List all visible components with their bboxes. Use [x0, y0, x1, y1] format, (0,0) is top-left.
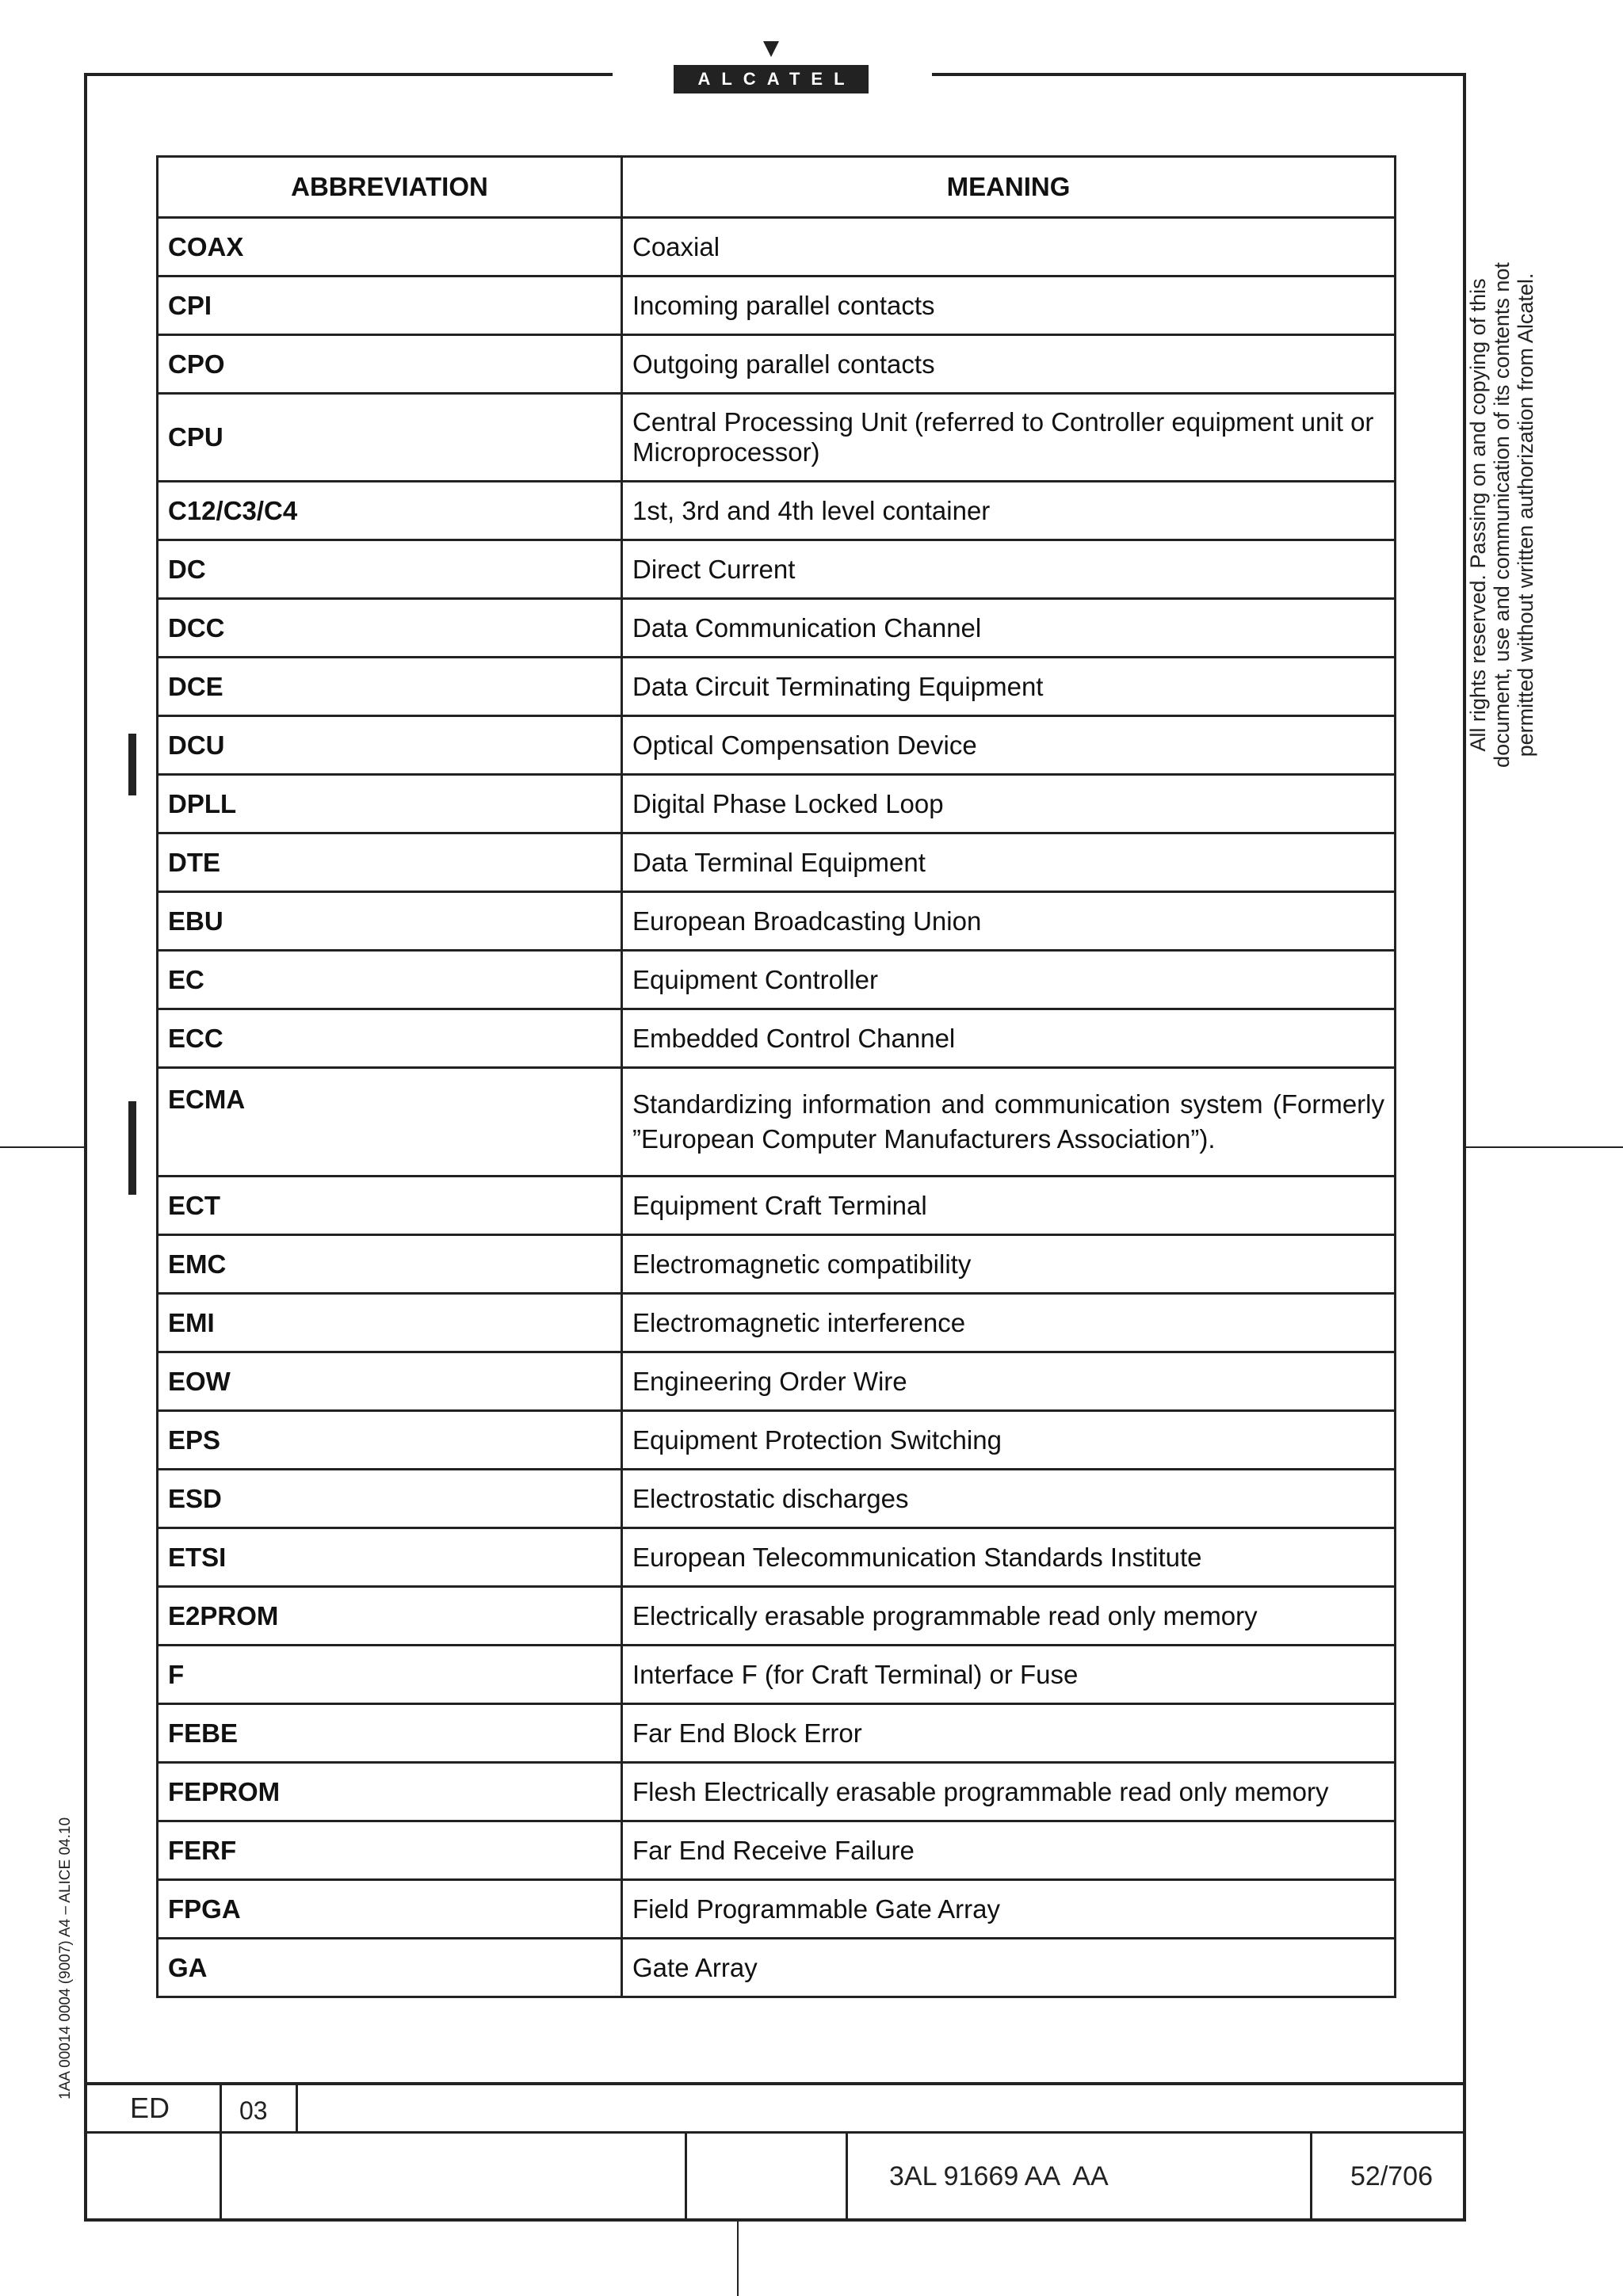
- abbr-cell: DCU: [158, 716, 622, 775]
- fold-mark-left: [0, 1146, 84, 1148]
- table-row: [158, 218, 1396, 277]
- meaning-cell: Electromagnetic interference: [622, 1294, 1396, 1352]
- change-bar-dcu: [128, 734, 136, 795]
- meaning-cell: Electrically erasable programmable read only memory: [622, 1587, 1396, 1646]
- abbr-cell: DCC: [158, 599, 622, 658]
- meaning-cell: 1st, 3rd and 4th level container: [622, 482, 1396, 540]
- meaning-cell: Digital Phase Locked Loop: [622, 775, 1396, 833]
- table-row: [158, 1470, 1396, 1528]
- legal-notice: All rights reserved. Passing on and copying of this document, use and communication of its contents not permitted without written authorization from Alcatel.: [1466, 262, 1537, 768]
- header-abbreviation: ABBREVIATION: [158, 157, 622, 218]
- abbr-cell: EPS: [158, 1411, 622, 1470]
- frame-top-left: [84, 73, 613, 76]
- table-row: [158, 335, 1396, 394]
- abbr-cell: FPGA: [158, 1880, 622, 1939]
- meaning-cell: Embedded Control Channel: [622, 1009, 1396, 1068]
- abbr-cell: ECC: [158, 1009, 622, 1068]
- table-row: [158, 1068, 1396, 1177]
- abbr-cell: CPI: [158, 277, 622, 335]
- footer-ed-label: ED: [130, 2092, 170, 2124]
- meaning-cell: European Telecommunication Standards Institute: [622, 1528, 1396, 1587]
- meaning-cell: Interface F (for Craft Terminal) or Fuse: [622, 1646, 1396, 1704]
- footer-mid-rule: [84, 2131, 1466, 2134]
- meaning-cell: Equipment Protection Switching: [622, 1411, 1396, 1470]
- table-header-row: [158, 157, 1396, 218]
- change-bar-ecma: [128, 1101, 136, 1195]
- table-row: [158, 1411, 1396, 1470]
- abbr-cell: EOW: [158, 1352, 622, 1411]
- meaning-cell: Equipment Craft Terminal: [622, 1177, 1396, 1235]
- meaning-cell: Far End Receive Failure: [622, 1821, 1396, 1880]
- table-row: [158, 1704, 1396, 1763]
- footer-top-rule: [84, 2082, 1466, 2085]
- frame-bottom: [84, 2218, 1466, 2222]
- table-row: [158, 892, 1396, 951]
- alcatel-logo: [674, 40, 869, 95]
- abbr-cell: EMI: [158, 1294, 622, 1352]
- meaning-cell: Data Circuit Terminating Equipment: [622, 658, 1396, 716]
- table-row: [158, 1177, 1396, 1235]
- abbr-cell: EC: [158, 951, 622, 1009]
- frame-top-right: [932, 73, 1466, 76]
- table-row: [158, 716, 1396, 775]
- meaning-cell: Standardizing information and communication system (Formerly ”European Computer Manufacturers Association”).: [622, 1068, 1396, 1177]
- footer-col-2: [685, 2133, 687, 2220]
- table-row: [158, 1235, 1396, 1294]
- footer-col-ed: [296, 2084, 298, 2133]
- meaning-cell: Equipment Controller: [622, 951, 1396, 1009]
- table-row: [158, 599, 1396, 658]
- meaning-cell: Gate Array: [622, 1939, 1396, 1997]
- abbr-cell: CPU: [158, 394, 622, 482]
- table-row: [158, 1646, 1396, 1704]
- header-meaning: MEANING: [622, 157, 1396, 218]
- abbr-cell: EMC: [158, 1235, 622, 1294]
- abbr-cell: ETSI: [158, 1528, 622, 1587]
- logo-text: ALCATEL: [697, 69, 856, 89]
- table-row: [158, 482, 1396, 540]
- footer-col-4: [1310, 2133, 1312, 2220]
- table-row: [158, 1880, 1396, 1939]
- table-row: [158, 1352, 1396, 1411]
- table-row: [158, 775, 1396, 833]
- meaning-cell: Far End Block Error: [622, 1704, 1396, 1763]
- meaning-cell: Central Processing Unit (referred to Controller equipment unit or Microprocessor): [622, 394, 1396, 482]
- abbr-cell: DC: [158, 540, 622, 599]
- abbr-cell: C12/C3/C4: [158, 482, 622, 540]
- table-row: [158, 1821, 1396, 1880]
- meaning-cell: Electromagnetic compatibility: [622, 1235, 1396, 1294]
- abbr-cell: DTE: [158, 833, 622, 892]
- fold-mark-bottom: [737, 2222, 739, 2296]
- abbr-cell: COAX: [158, 218, 622, 277]
- meaning-cell: Engineering Order Wire: [622, 1352, 1396, 1411]
- frame-left: [84, 73, 87, 2222]
- table-row: [158, 1009, 1396, 1068]
- abbr-cell: E2PROM: [158, 1587, 622, 1646]
- table-row: [158, 1763, 1396, 1821]
- abbr-cell: DCE: [158, 658, 622, 716]
- meaning-cell: Coaxial: [622, 218, 1396, 277]
- form-code: 1AA 00014 0004 (9007) A4 – ALICE 04.10: [57, 1817, 74, 2100]
- meaning-cell: Data Terminal Equipment: [622, 833, 1396, 892]
- logo-box: [674, 65, 869, 93]
- table-row: [158, 1939, 1396, 1997]
- table-row: [158, 1528, 1396, 1587]
- table-row: [158, 833, 1396, 892]
- fold-mark-right: [1466, 1146, 1623, 1148]
- abbr-cell: ECT: [158, 1177, 622, 1235]
- abbr-cell: ESD: [158, 1470, 622, 1528]
- meaning-cell: Incoming parallel contacts: [622, 277, 1396, 335]
- abbr-cell: FERF: [158, 1821, 622, 1880]
- meaning-cell: Flesh Electrically erasable programmable read only memory: [622, 1763, 1396, 1821]
- meaning-cell: Electrostatic discharges: [622, 1470, 1396, 1528]
- abbr-cell: CPO: [158, 335, 622, 394]
- table-row: [158, 951, 1396, 1009]
- logo-triangle-icon: [763, 41, 779, 57]
- table-row: [158, 277, 1396, 335]
- abbr-cell: DPLL: [158, 775, 622, 833]
- footer-page-number: 52/706: [1350, 2161, 1433, 2191]
- meaning-cell: Optical Compensation Device: [622, 716, 1396, 775]
- table-row: [158, 1294, 1396, 1352]
- table-row: [158, 394, 1396, 482]
- table-row: [158, 540, 1396, 599]
- meaning-cell: Direct Current: [622, 540, 1396, 599]
- abbr-cell: F: [158, 1646, 622, 1704]
- abbr-cell: FEBE: [158, 1704, 622, 1763]
- abbreviation-table: [156, 155, 1396, 1998]
- footer-col-1: [220, 2084, 222, 2220]
- table-row: [158, 658, 1396, 716]
- abbr-cell: FEPROM: [158, 1763, 622, 1821]
- table-row: [158, 1587, 1396, 1646]
- meaning-cell: Outgoing parallel contacts: [622, 335, 1396, 394]
- meaning-cell: European Broadcasting Union: [622, 892, 1396, 951]
- abbr-cell: EBU: [158, 892, 622, 951]
- abbr-cell: GA: [158, 1939, 622, 1997]
- meaning-cell: Data Communication Channel: [622, 599, 1396, 658]
- footer-doc-number: 3AL 91669 AA AA: [889, 2161, 1109, 2191]
- footer-col-3: [846, 2133, 848, 2220]
- meaning-cell: Field Programmable Gate Array: [622, 1880, 1396, 1939]
- footer-edition: 03: [239, 2096, 268, 2125]
- abbr-cell: ECMA: [158, 1068, 622, 1177]
